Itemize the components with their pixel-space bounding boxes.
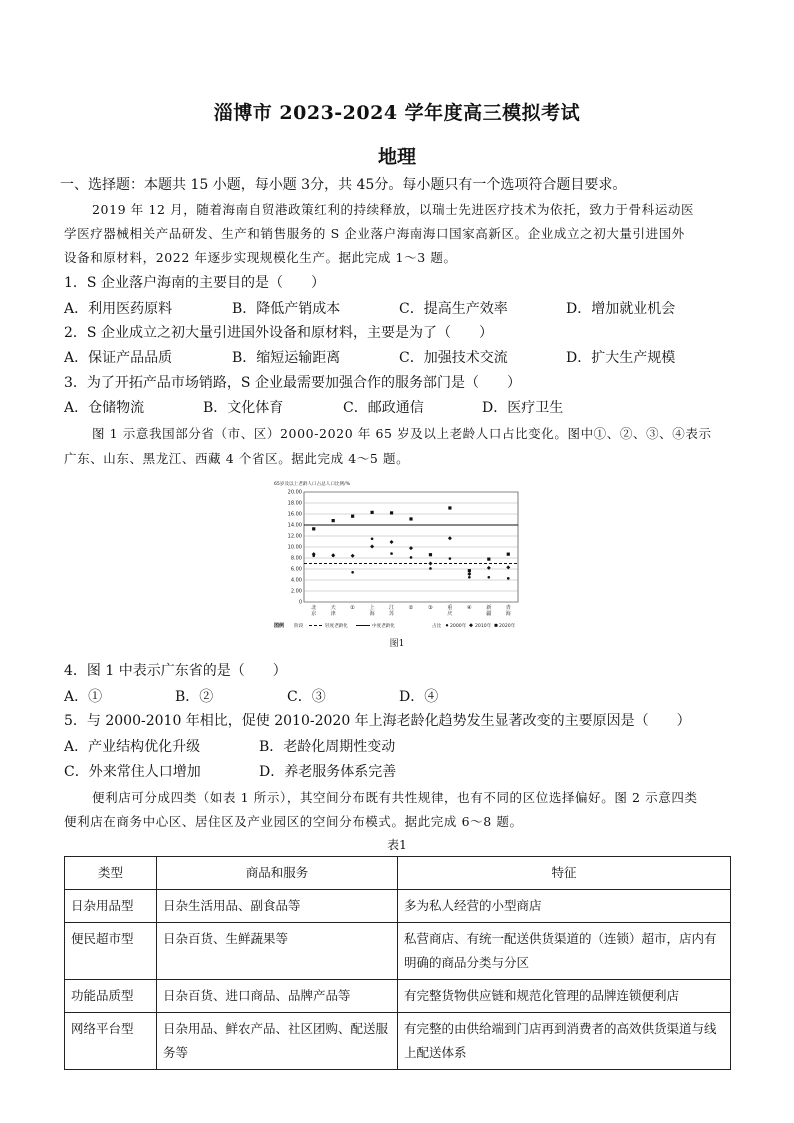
question-5-option-b[interactable]: B．老龄化周期性变动 xyxy=(259,739,396,755)
table-cell: 便民超市型 xyxy=(65,923,157,980)
legend-ratio-label: 占比 xyxy=(432,624,442,629)
x-tick-label: ① xyxy=(350,605,355,611)
data-point-2010 xyxy=(487,566,491,570)
exam-title: 淄博市 2023-2024 学年度高三模拟考试 xyxy=(213,102,581,124)
data-point-2010 xyxy=(409,546,413,550)
x-tick-label: 重 xyxy=(447,605,453,611)
x-tick-label: 北 xyxy=(311,605,317,611)
legend-stage-label: 阶段 xyxy=(294,624,304,629)
intro-paragraph-line: 图 1 示意我国部分省（市、区）2000-2020 年 65 岁及以上老龄人口占比变化。图中①、②、③、④表示 xyxy=(92,426,712,441)
legend-2000-label: 2000年 xyxy=(450,624,467,629)
table-header-row xyxy=(65,857,731,890)
table-header-cell: 特征 xyxy=(398,857,731,890)
data-point-2010 xyxy=(331,553,335,557)
intro-paragraph-line: 广东、山东、黑龙江、西藏 4 个省区。据此完成 4～5 题。 xyxy=(64,451,410,466)
question-2-stem: 2．S 企业成立之初大量引进国外设备和原材料，主要是为了（ ） xyxy=(64,325,493,341)
y-tick-label: 16.00 xyxy=(287,511,302,518)
data-point-2000 xyxy=(371,537,374,540)
intro-paragraph-line: 便利店在商务中心区、居住区及产业园区的空间分布模式。据此完成 6～8 题。 xyxy=(64,814,523,829)
x-tick-label: 苏 xyxy=(388,611,395,617)
question-4-option-c[interactable]: C．③ xyxy=(287,689,326,705)
question-2-option-c[interactable]: C．加强技术交流 xyxy=(399,350,508,366)
data-point-2020 xyxy=(312,527,315,530)
x-tick-label: 京 xyxy=(311,611,317,617)
y-tick-label: 4.00 xyxy=(290,577,302,584)
question-1-option-b[interactable]: B．降低产销成本 xyxy=(232,301,341,317)
table-cell: 网络平台型 xyxy=(65,1013,157,1070)
legend-2010-marker xyxy=(469,623,473,627)
table-header-cell: 类型 xyxy=(65,857,157,890)
section-heading: 一、选择题：本题共 15 小题，每小题 3分，共 45分。每小题只有一个选项符合题目要求。 xyxy=(60,177,627,193)
y-tick-label: 8.00 xyxy=(290,555,302,562)
x-tick-label: 新 xyxy=(486,605,492,611)
intro-paragraph-line: 便利店可分成四类（如表 1 所示），其空间分布既有共性规律，也有不同的区位选择偏好。图 2 示意四类 xyxy=(92,790,698,805)
data-point-2010 xyxy=(370,544,374,548)
legend-title: 图例 xyxy=(274,623,285,629)
y-tick-label: 6.00 xyxy=(290,566,302,573)
question-3-option-c[interactable]: C．邮政通信 xyxy=(343,400,424,416)
question-1-option-c[interactable]: C．提高生产效率 xyxy=(399,301,508,317)
chart-title: 65岁及以上老龄人口占总人口比例/% xyxy=(274,482,351,487)
table-cell: 日杂百货、生鲜蔬果等 xyxy=(157,923,398,980)
x-tick-label: 津 xyxy=(330,611,336,617)
question-1-option-d[interactable]: D．增加就业机会 xyxy=(566,301,676,317)
x-tick-label: 青 xyxy=(505,605,511,611)
question-5-stem: 5．与 2000-2010 年相比，促使 2010-2020 年上海老龄化趋势发生显著改变的主要原因是（ ） xyxy=(64,713,691,729)
data-point-2020 xyxy=(429,553,432,556)
question-2-option-b[interactable]: B．缩短运输距离 xyxy=(232,350,341,366)
data-point-2000 xyxy=(351,571,354,574)
x-tick-label: 海 xyxy=(369,611,375,617)
intro-paragraph-line: 设备和原材料，2022 年逐步实现规模化生产。据此完成 1～3 题。 xyxy=(64,250,457,265)
data-point-2000 xyxy=(390,552,393,555)
figure-caption: 图1 xyxy=(389,639,405,649)
data-point-2010 xyxy=(351,554,355,558)
table-caption: 表1 xyxy=(387,838,407,852)
data-point-2000 xyxy=(468,576,471,579)
legend-2000-marker xyxy=(446,624,448,626)
x-tick-label: 海 xyxy=(505,611,511,617)
table-header-cell: 商品和服务 xyxy=(157,857,398,890)
data-point-2000 xyxy=(449,557,452,560)
table-row xyxy=(65,1013,731,1070)
x-tick-label: 天 xyxy=(330,605,336,611)
x-tick-label: 疆 xyxy=(486,611,492,617)
data-point-2020 xyxy=(507,553,510,556)
y-tick-label: 2.00 xyxy=(290,588,302,595)
y-tick-label: 18.00 xyxy=(287,500,302,507)
x-tick-label: ④ xyxy=(467,605,472,611)
x-tick-label: ② xyxy=(408,605,414,611)
data-point-2020 xyxy=(468,569,471,572)
intro-paragraph-line: 学医疗器械相关产品研发、生产和销售服务的 S 企业落户海南海口国家高新区。企业成立之初大量引进国外 xyxy=(64,226,685,241)
legend-mild-label: 轻度老龄化 xyxy=(325,624,348,629)
data-point-2020 xyxy=(487,558,490,561)
table-cell: 日杂用品、鲜农产品、社区团购、配送服务等 xyxy=(157,1013,398,1070)
question-4-option-a[interactable]: A．① xyxy=(64,689,103,705)
data-point-2020 xyxy=(332,519,335,522)
x-tick-label: 江 xyxy=(388,605,395,611)
table-cell: 日杂生活用品、副食品等 xyxy=(157,890,398,923)
data-point-2000 xyxy=(507,577,510,580)
table-cell: 私营商店、有统一配送供货渠道的（连锁）超市，店内有明确的商品分类与分区 xyxy=(398,923,731,980)
table-row xyxy=(65,890,731,923)
data-point-2010 xyxy=(428,562,432,566)
question-2-option-d[interactable]: D．扩大生产规模 xyxy=(566,350,676,366)
data-point-2020 xyxy=(448,506,451,509)
data-point-2010 xyxy=(312,552,316,556)
legend-2010-label: 2010年 xyxy=(475,624,492,629)
y-tick-label: 20.00 xyxy=(287,489,302,496)
table-row xyxy=(65,923,731,980)
data-point-2000 xyxy=(410,556,413,559)
question-4-option-d[interactable]: D．④ xyxy=(399,689,439,705)
table-cell: 功能品质型 xyxy=(65,980,157,1013)
question-3-option-d[interactable]: D．医疗卫生 xyxy=(482,400,564,416)
table-row xyxy=(65,980,731,1013)
aging-population-chart xyxy=(272,478,524,632)
data-point-2020 xyxy=(409,517,412,520)
table-cell: 日杂百货、进口商品、品牌产品等 xyxy=(157,980,398,1013)
question-3-stem: 3．为了开拓产品市场销路，S 企业最需要加强合作的服务部门是（ ） xyxy=(64,375,521,391)
table-cell: 有完整货物供应链和规范化管理的品牌连锁便利店 xyxy=(398,980,731,1013)
question-3-option-b[interactable]: B．文化体育 xyxy=(203,400,284,416)
question-4-stem: 4．图 1 中表示广东省的是（ ） xyxy=(64,663,287,679)
data-point-2020 xyxy=(390,511,393,514)
y-tick-label: 0 xyxy=(298,599,302,606)
question-5-option-a[interactable]: A．产业结构优化升级 xyxy=(64,739,201,755)
data-point-2020 xyxy=(370,511,373,514)
legend-2020-label: 2020年 xyxy=(499,624,516,629)
question-1-option-a[interactable]: A．利用医药原料 xyxy=(64,301,173,317)
question-3-option-a[interactable]: A．仓储物流 xyxy=(64,400,145,416)
question-4-option-b[interactable]: B．② xyxy=(175,689,214,705)
store-type-table xyxy=(64,856,731,1070)
data-point-2010 xyxy=(467,572,471,576)
x-tick-label: 上 xyxy=(369,605,375,611)
data-point-2010 xyxy=(390,540,394,544)
question-2-option-a[interactable]: A．保证产品品质 xyxy=(64,350,173,366)
table-cell: 多为私人经营的小型商店 xyxy=(398,890,731,923)
data-point-2000 xyxy=(429,567,432,570)
x-tick-label: ③ xyxy=(428,605,433,611)
data-point-2020 xyxy=(351,515,354,518)
y-tick-label: 14.00 xyxy=(287,522,302,529)
subject-title: 地理 xyxy=(377,146,416,168)
data-point-2000 xyxy=(488,576,491,579)
legend-moderate-label: 中度老龄化 xyxy=(372,624,395,629)
legend-2020-marker xyxy=(495,624,498,627)
intro-paragraph-line: 2019 年 12 月，随着海南自贸港政策红利的持续释放，以瑞士先进医疗技术为依托，致力于骨科运动医 xyxy=(92,202,695,217)
table-cell: 有完整的由供给端到门店再到消费者的高效供货渠道与线上配送体系 xyxy=(398,1013,731,1070)
y-tick-label: 10.00 xyxy=(287,544,302,551)
question-5-option-d[interactable]: D．养老服务体系完善 xyxy=(259,764,397,780)
question-1-stem: 1．S 企业落户海南的主要目的是（ ） xyxy=(64,275,325,291)
x-tick-label: 庆 xyxy=(447,611,453,617)
data-point-2010 xyxy=(506,565,510,569)
question-5-option-c[interactable]: C．外来常住人口增加 xyxy=(64,764,201,780)
y-tick-label: 12.00 xyxy=(287,533,302,540)
data-point-2010 xyxy=(448,536,452,540)
table-cell: 日杂用品型 xyxy=(65,890,157,923)
